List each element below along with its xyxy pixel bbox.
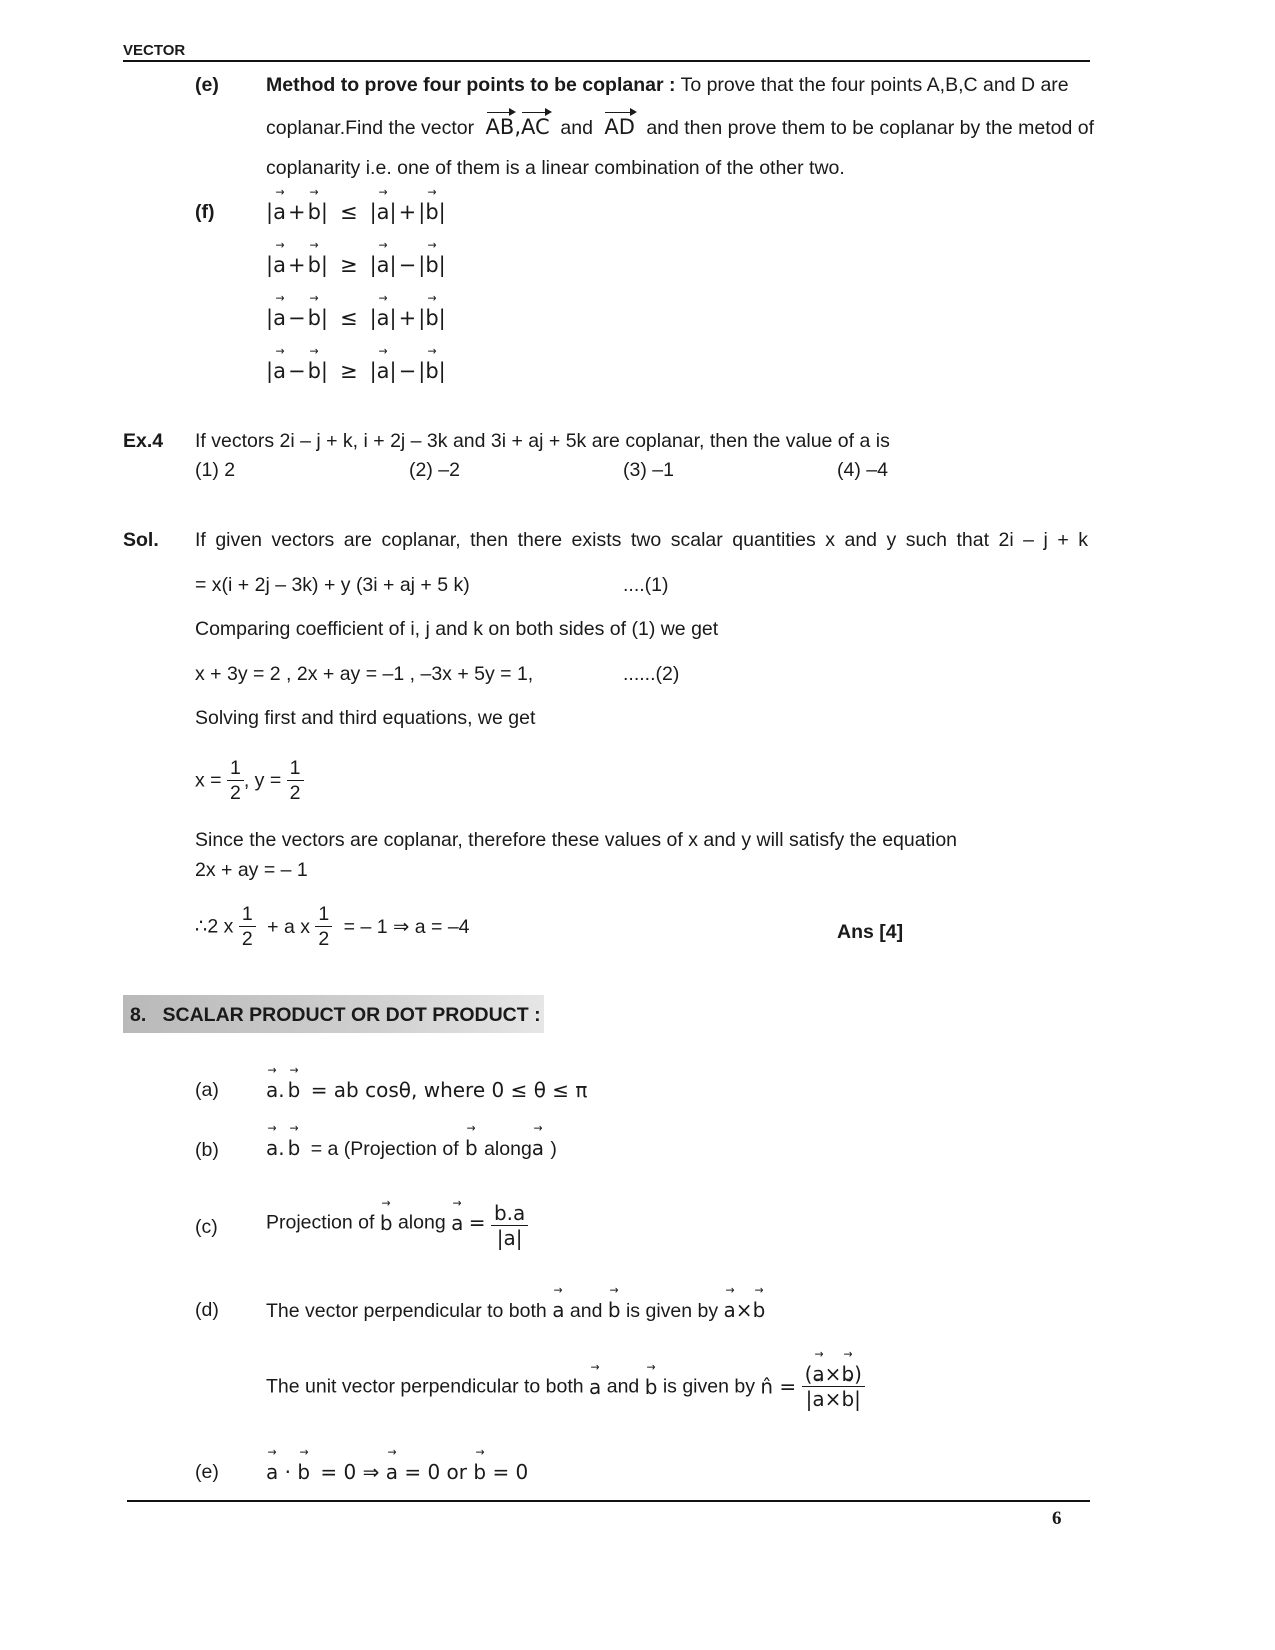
final-fraction-2: $\frac{1}{2}$ xyxy=(315,902,332,951)
section-title: 8. SCALAR PRODUCT OR DOT PRODUCT : xyxy=(130,1004,541,1026)
cross-product: → a×→ b xyxy=(724,1298,766,1322)
vector-b: → b xyxy=(645,1375,658,1399)
solution-line2-tag: ....(1) xyxy=(623,574,669,596)
option-3: (3) –1 xyxy=(623,459,674,481)
final-equation xyxy=(195,902,470,951)
answer: Ans [4] xyxy=(837,921,904,943)
solution-line4: x + 3y = 2 , 2x + ay = –1 , –3x + 5y = 1, xyxy=(195,663,534,685)
item-d-line2 xyxy=(266,1362,865,1411)
part-e-line3: coplanarity i.e. one of them is a linear combination of the other two. xyxy=(266,157,845,179)
header-rule xyxy=(123,60,1090,62)
unit-vector-fraction xyxy=(802,1362,865,1411)
vector-b: → b xyxy=(473,1460,486,1484)
page-number: 6 xyxy=(1052,1508,1062,1529)
xy-values xyxy=(195,756,304,805)
final-fraction-1: $\frac{1}{2}$ xyxy=(239,902,256,951)
vector-a: → a xyxy=(266,1078,278,1102)
item-d-and-2: and xyxy=(606,1375,640,1398)
solution-line4-tag: ......(2) xyxy=(623,663,680,685)
solution-line7: 2x + ay = – 1 xyxy=(195,859,308,881)
item-c-mid: along xyxy=(397,1211,446,1234)
item-b-mid: along xyxy=(484,1138,532,1160)
solution-label: Sol. xyxy=(123,529,159,551)
vector-b: → b xyxy=(608,1298,621,1322)
item-e-label: (e) xyxy=(195,1461,219,1483)
vector-ac: AC xyxy=(521,115,550,139)
inequality-row: |→ a+→ b| ≤ |→ a|+|→ b| xyxy=(266,200,446,224)
item-b-post: ) xyxy=(550,1138,557,1160)
inequality-row: |→ a−→ b| ≥ |→ a|−|→ b| xyxy=(266,359,446,383)
vector-b: → b xyxy=(288,1136,301,1160)
final-mid: + a x xyxy=(267,915,310,938)
solution-line1: If given vectors are coplanar, then there exists two scalar quantities x and y such that 2i – j + k xyxy=(195,529,1088,551)
solution-line5: Solving first and third equations, we get xyxy=(195,707,536,729)
vector-b: → b xyxy=(380,1211,393,1235)
footer-rule xyxy=(127,1500,1090,1502)
part-e-line1 xyxy=(266,73,1069,97)
item-e-text3: = 0 xyxy=(492,1460,529,1484)
part-e-label: (e) xyxy=(195,74,219,96)
unit-vector-numerator: (→ a×→ b) xyxy=(802,1362,865,1386)
vector-a: → a xyxy=(552,1298,564,1322)
unit-normal: n̂ = xyxy=(760,1374,797,1399)
item-d-line1-pre: The vector perpendicular to both xyxy=(266,1300,547,1322)
vector-ab: AB xyxy=(485,115,515,139)
y-eq: , y = xyxy=(243,769,282,792)
example-label: Ex.4 xyxy=(123,430,164,452)
item-c-expr xyxy=(266,1195,528,1250)
part-e-line1-text: To prove that the four points A,B,C and D are xyxy=(680,74,1069,96)
vector-a: → a xyxy=(451,1211,463,1235)
inequality-row: |→ a−→ b| ≤ |→ a|+|→ b| xyxy=(266,306,446,330)
inequality-row: |→ a+→ b| ≥ |→ a|−|→ b| xyxy=(266,253,446,277)
item-d-and: and xyxy=(569,1300,603,1322)
item-e-expr: → a · → b = 0 ⇒ → a = 0 or → b = 0 xyxy=(266,1460,528,1484)
comma: , xyxy=(514,115,522,139)
vector-a: → a xyxy=(266,1136,278,1160)
vector-b: → b xyxy=(465,1136,478,1160)
vector-b: → b xyxy=(288,1078,301,1102)
part-e-line2-pre: coplanar.Find the vector xyxy=(266,117,475,139)
vector-b: → b xyxy=(297,1460,310,1484)
item-c-label: (c) xyxy=(195,1216,218,1238)
solution-line3: Comparing coefficient of i, j and k on both sides of (1) we get xyxy=(195,618,719,640)
y-fraction: $\frac{1}{2}$ xyxy=(287,756,304,805)
item-e-text2: = 0 or xyxy=(404,1460,468,1484)
item-a-label: (a) xyxy=(195,1079,219,1101)
item-d-line1-post: is given by xyxy=(625,1300,719,1322)
final-post: = – 1 ⇒ a = –4 xyxy=(343,915,470,938)
item-d-label: (d) xyxy=(195,1299,219,1321)
item-a-expr: → a.→ b = ab cosθ, where 0 ≤ θ ≤ π xyxy=(266,1078,587,1102)
item-d-line2-post: is given by xyxy=(662,1375,755,1398)
x-eq: x = xyxy=(195,769,222,792)
projection-numerator: b.a xyxy=(493,1201,526,1225)
option-1: (1) 2 xyxy=(195,459,236,481)
projection-fraction xyxy=(491,1201,528,1250)
part-e-heading: Method to prove four points to be coplanar : xyxy=(266,74,676,96)
solution-line2: = x(i + 2j – 3k) + y (3i + aj + 5 k) xyxy=(195,574,470,596)
item-c-pre: Projection of xyxy=(266,1211,375,1234)
part-e-line2 xyxy=(266,115,1094,140)
item-e-text1: = 0 ⇒ xyxy=(320,1460,380,1484)
item-a-text: = ab cosθ, where 0 ≤ θ ≤ π xyxy=(310,1078,588,1102)
page-header-title: VECTOR xyxy=(123,42,186,59)
part-e-line2-post: and then prove them to be coplanar by the metod of xyxy=(646,117,1095,139)
item-b-label: (b) xyxy=(195,1139,219,1161)
vector-a: → a xyxy=(266,1460,278,1484)
item-b-expr: → a.→ b = a (Projection of → b along→ a ) xyxy=(266,1136,557,1161)
example-question: If vectors 2i – j + k, i + 2j – 3k and 3i + aj + 5k are coplanar, then the value of a is xyxy=(195,430,890,452)
x-fraction: $\frac{1}{2}$ xyxy=(227,756,244,805)
vector-ad: AD xyxy=(604,115,635,139)
option-2: (2) –2 xyxy=(409,459,460,481)
item-d-line1 xyxy=(266,1298,765,1323)
solution-line6: Since the vectors are coplanar, therefore these values of x and y will satisfy the equation xyxy=(195,829,958,851)
equals: = xyxy=(468,1210,486,1235)
vector-a: → a xyxy=(589,1375,601,1399)
option-4: (4) –4 xyxy=(837,459,888,481)
final-pre: 2 x xyxy=(207,915,234,938)
vector-a: → a xyxy=(532,1136,544,1160)
part-f-label: (f) xyxy=(195,201,215,223)
part-e-and: and xyxy=(560,117,593,139)
therefore-symbol: ∴ xyxy=(195,914,208,938)
item-d-line2-pre: The unit vector perpendicular to both xyxy=(266,1375,584,1398)
vector-a: → a xyxy=(386,1460,398,1484)
projection-denominator: |a| xyxy=(491,1225,528,1250)
item-b-pre: = a (Projection of xyxy=(310,1138,459,1160)
unit-vector-denominator: |→ a×→ b| xyxy=(802,1386,865,1411)
